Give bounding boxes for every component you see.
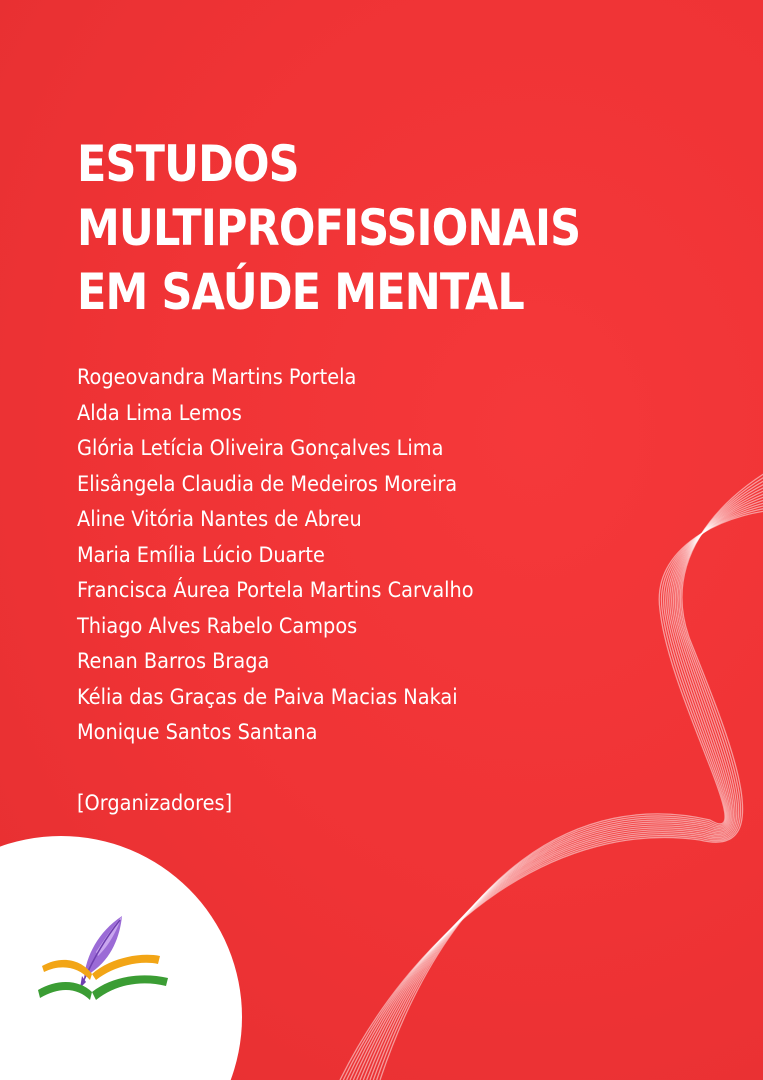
author-name: Thiago Alves Rabelo Campos [77,613,358,638]
organizers-label: [Organizadores] [77,791,233,815]
title-line-1: ESTUDOS [77,135,299,193]
book-green-left [38,982,92,1000]
book-title [77,132,580,324]
author-name: Rogeovandra Martins Portela [77,365,357,389]
author-name: Monique Santos Santana [77,720,318,744]
author-name: Aline Vitória Nantes de Abreu [77,507,362,531]
author-name: Francisca Áurea Portela Martins Carvalho [77,578,474,602]
author-name: Elisângela Claudia de Medeiros Moreira [77,471,458,496]
open-book-feather-icon [36,912,172,1008]
title-line-3: EM SAÚDE MENTAL [77,263,524,321]
author-name: Alda Lima Lemos [77,400,242,425]
author-list [77,360,474,751]
author-name: Maria Emília Lúcio Duarte [77,542,325,567]
author-name: Renan Barros Braga [77,649,270,673]
title-line-2: MULTIPROFISSIONAIS [77,199,581,257]
book-green-right [92,975,168,1000]
author-name: Kélia das Graças de Paiva Macias Nakai [77,684,458,709]
author-name: Glória Letícia Oliveira Gonçalves Lima [77,436,444,460]
